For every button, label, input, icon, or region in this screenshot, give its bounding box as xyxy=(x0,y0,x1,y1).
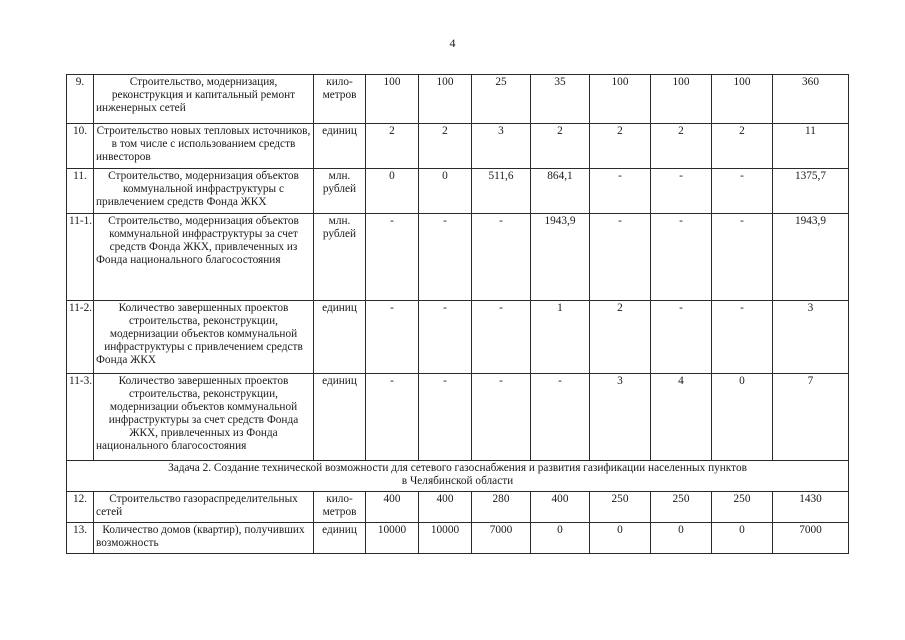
value-cell: 400 xyxy=(419,492,472,523)
value-cell: 0 xyxy=(712,523,773,554)
unit-cell: единиц xyxy=(314,374,366,461)
indicator-name: Строительство газораспределительных сетей xyxy=(94,492,314,523)
task-heading-line2: в Челябинской области xyxy=(401,475,514,487)
value-cell: - xyxy=(472,374,531,461)
indicators-table xyxy=(66,74,849,554)
table-row xyxy=(67,523,849,554)
row-number: 13. xyxy=(67,523,94,554)
value-cell: - xyxy=(472,214,531,301)
value-cell: 2 xyxy=(366,124,419,169)
value-cell: - xyxy=(651,214,712,301)
task-row xyxy=(67,461,849,492)
value-cell: - xyxy=(366,374,419,461)
value-cell: 2 xyxy=(531,124,590,169)
value-cell: - xyxy=(590,169,651,214)
indicator-name: Строительство, модернизация, реконструкция и капитальный ремонт инженерных сетей xyxy=(94,75,314,124)
row-number: 12. xyxy=(67,492,94,523)
value-cell: - xyxy=(531,374,590,461)
value-cell: - xyxy=(419,374,472,461)
value-cell: 10000 xyxy=(419,523,472,554)
total-cell: 1943,9 xyxy=(773,214,849,301)
value-cell: 100 xyxy=(590,75,651,124)
value-cell: 2 xyxy=(419,124,472,169)
value-cell: - xyxy=(366,301,419,374)
row-number: 11. xyxy=(67,169,94,214)
value-cell: 35 xyxy=(531,75,590,124)
row-number: 11-2. xyxy=(67,301,94,374)
value-cell: 0 xyxy=(366,169,419,214)
value-cell: 1 xyxy=(531,301,590,374)
table-row xyxy=(67,214,849,301)
total-cell: 360 xyxy=(773,75,849,124)
table-row xyxy=(67,301,849,374)
total-cell: 1375,7 xyxy=(773,169,849,214)
value-cell: - xyxy=(712,214,773,301)
value-cell: - xyxy=(472,301,531,374)
value-cell: 250 xyxy=(712,492,773,523)
indicator-name: Количество завершенных проектов строительства, реконструкции, модернизации объектов коммунальной инфраструктуры за счет средств Фонда ЖКХ, привлеченных из Фонда национального благосостояния xyxy=(94,374,314,461)
value-cell: 400 xyxy=(366,492,419,523)
unit-cell: кило- метров xyxy=(314,492,366,523)
value-cell: 0 xyxy=(531,523,590,554)
value-cell: 2 xyxy=(712,124,773,169)
value-cell: 280 xyxy=(472,492,531,523)
table-row xyxy=(67,492,849,523)
row-number: 10. xyxy=(67,124,94,169)
value-cell: - xyxy=(712,169,773,214)
value-cell: 3 xyxy=(590,374,651,461)
value-cell: 0 xyxy=(590,523,651,554)
unit-cell: млн. рублей xyxy=(314,214,366,301)
value-cell: 864,1 xyxy=(531,169,590,214)
indicator-name: Строительство новых тепловых источников, в том числе с использованием средств инвесторов xyxy=(94,124,314,169)
total-cell: 3 xyxy=(773,301,849,374)
value-cell: - xyxy=(651,301,712,374)
unit-cell: единиц xyxy=(314,124,366,169)
unit-cell: единиц xyxy=(314,301,366,374)
total-cell: 7 xyxy=(773,374,849,461)
row-number: 11-1. xyxy=(67,214,94,301)
row-number: 11-3. xyxy=(67,374,94,461)
indicator-name: Количество завершенных проектов строительства, реконструкции, модернизации объектов коммунальной инфраструктуры с привлечением средств Фонда ЖКХ xyxy=(94,301,314,374)
value-cell: 400 xyxy=(531,492,590,523)
value-cell: - xyxy=(590,214,651,301)
value-cell: 25 xyxy=(472,75,531,124)
table-row xyxy=(67,169,849,214)
value-cell: 511,6 xyxy=(472,169,531,214)
indicator-name: Строительство, модернизация объектов коммунальной инфраструктуры с привлечением средств Фонда ЖКХ xyxy=(94,169,314,214)
task-heading-line1: Задача 2. Создание технической возможности для сетевого газоснабжения и развития газификации населенных пунктов xyxy=(168,462,747,474)
table-row xyxy=(67,75,849,124)
unit-cell: кило- метров xyxy=(314,75,366,124)
task-heading xyxy=(67,461,849,492)
value-cell: - xyxy=(419,301,472,374)
value-cell: 1943,9 xyxy=(531,214,590,301)
table-row xyxy=(67,124,849,169)
total-cell: 7000 xyxy=(773,523,849,554)
total-cell: 11 xyxy=(773,124,849,169)
unit-cell: млн. рублей xyxy=(314,169,366,214)
table-row xyxy=(67,374,849,461)
value-cell: 100 xyxy=(712,75,773,124)
value-cell: 2 xyxy=(590,124,651,169)
indicator-name: Количество домов (квартир), получивших возможность xyxy=(94,523,314,554)
value-cell: - xyxy=(366,214,419,301)
value-cell: 100 xyxy=(366,75,419,124)
value-cell: - xyxy=(651,169,712,214)
value-cell: 250 xyxy=(590,492,651,523)
indicator-name: Строительство, модернизация объектов коммунальной инфраструктуры за счет средств Фонда ЖКХ, привлеченных из Фонда национального благосостояния xyxy=(94,214,314,301)
value-cell: 0 xyxy=(419,169,472,214)
value-cell: 100 xyxy=(651,75,712,124)
value-cell: 2 xyxy=(651,124,712,169)
total-cell: 1430 xyxy=(773,492,849,523)
value-cell: 7000 xyxy=(472,523,531,554)
page-number: 4 xyxy=(449,36,456,50)
row-number: 9. xyxy=(67,75,94,124)
value-cell: 4 xyxy=(651,374,712,461)
value-cell: 3 xyxy=(472,124,531,169)
value-cell: 100 xyxy=(419,75,472,124)
value-cell: 10000 xyxy=(366,523,419,554)
value-cell: 2 xyxy=(590,301,651,374)
value-cell: 0 xyxy=(651,523,712,554)
value-cell: - xyxy=(712,301,773,374)
value-cell: 250 xyxy=(651,492,712,523)
value-cell: 0 xyxy=(712,374,773,461)
value-cell: - xyxy=(419,214,472,301)
unit-cell: единиц xyxy=(314,523,366,554)
